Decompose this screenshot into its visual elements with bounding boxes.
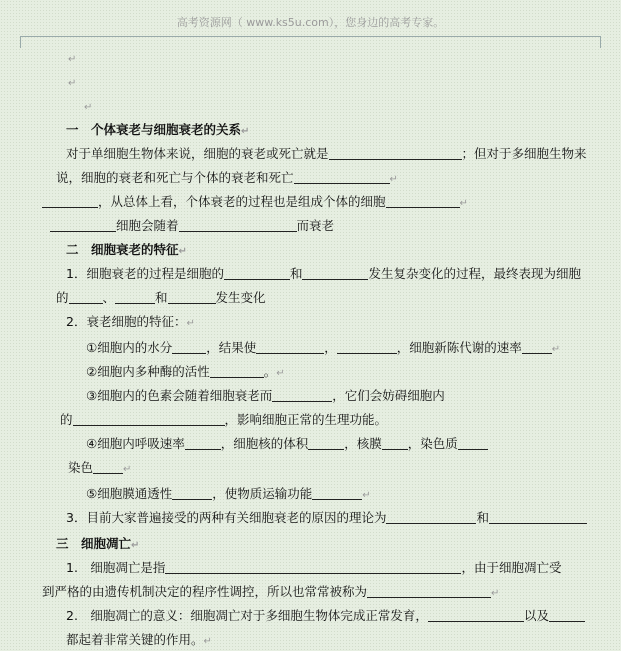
blank	[93, 461, 123, 474]
s2-c3: ③细胞内的色素会随着细胞衰老而 ，它们会妨碍细胞内	[86, 388, 445, 403]
blank	[428, 609, 524, 622]
blank	[522, 341, 552, 354]
s2-p2: 2．衰老细胞的特征：↵	[66, 314, 195, 329]
blank	[224, 267, 290, 280]
blank	[165, 561, 461, 574]
s3-p1-line-2: 到严格的由遗传机制决定的程序性调控，所以也常常被称为 ↵	[42, 584, 500, 599]
blank	[210, 365, 264, 378]
blank	[386, 195, 460, 208]
blank	[185, 437, 221, 450]
s2-c2: ②细胞内多种酶的活性 。↵	[86, 364, 285, 379]
blank	[367, 585, 491, 598]
blank	[337, 341, 397, 354]
s1-line-1: 对于单细胞生物体来说，细胞的衰老或死亡就是 ；但对于多细胞生物来	[66, 146, 587, 161]
page-header: 高考资源网（ www.ks5u.com），您身边的高考专家。	[176, 16, 445, 29]
blank	[458, 437, 488, 450]
blank	[489, 511, 587, 524]
blank	[302, 267, 368, 280]
s2-c1: ①细胞内的水分 ，结果使 ， ，细胞新陈代谢的速率 ↵	[86, 340, 561, 355]
section-3-title: 三 细胞凋亡↵	[56, 536, 140, 551]
s1-line-3: ，从总体上看，个体衰老的过程也是组成个体的细胞 ↵	[42, 194, 468, 212]
blank	[172, 341, 206, 354]
s1-line-4: 细胞会随着 而衰老	[50, 218, 334, 234]
blank	[69, 291, 103, 304]
blank	[386, 511, 476, 524]
blank	[172, 487, 212, 500]
s3-p2-line-2: 都起着非常关键的作用。↵	[66, 632, 212, 647]
s3-p1-line-1: 1. 细胞凋亡是指 ，由于细胞凋亡受	[66, 560, 562, 575]
blank	[294, 171, 390, 184]
blank	[549, 609, 585, 622]
blank	[179, 219, 297, 232]
s2-p3: 3．目前大家普遍接受的两种有关细胞衰老的原因的理论为 和	[66, 510, 587, 526]
section-2-title: 二 细胞衰老的特征↵	[66, 242, 187, 257]
blank	[272, 389, 332, 402]
blank	[382, 437, 408, 450]
paragraph-mark: ↵	[68, 54, 77, 65]
margin-corner-right	[600, 36, 601, 48]
blank	[256, 341, 324, 354]
s2-c5: ⑤细胞膜通透性 ，使物质运输功能 ↵	[86, 486, 371, 501]
blank	[312, 487, 362, 500]
section-1-title: 一 个体衰老与细胞衰老的关系↵	[66, 122, 250, 137]
paragraph-mark: ↵	[84, 102, 93, 113]
blank	[73, 413, 225, 426]
blank	[42, 195, 98, 208]
blank	[329, 147, 462, 160]
s3-p2-line-1: 2. 细胞凋亡的意义：细胞凋亡对于多细胞生物体完成正常发育， 以及	[66, 608, 585, 624]
blank	[308, 437, 344, 450]
margin-corner-left	[20, 36, 21, 48]
blank	[168, 291, 216, 304]
s2-c4-cont: 染色 ↵	[68, 460, 132, 475]
paragraph-mark: ↵	[68, 78, 77, 89]
s2-p1-line-2: 的 、 和 发生变化	[56, 290, 266, 305]
blank	[115, 291, 155, 304]
blank	[50, 219, 116, 232]
s2-c3-cont: 的 ，影响细胞正常的生理功能。	[60, 412, 388, 427]
s2-p1-line-1: 1．细胞衰老的过程是细胞的 和 发生复杂变化的过程，最终表现为细胞	[66, 266, 581, 281]
header-rule	[20, 36, 601, 37]
s2-c4: ④细胞内呼吸速率 ，细胞核的体积 ，核膜 ，染色质	[86, 436, 488, 452]
s1-line-2: 说，细胞的衰老和死亡与个体的衰老和死亡 ↵	[56, 170, 398, 185]
